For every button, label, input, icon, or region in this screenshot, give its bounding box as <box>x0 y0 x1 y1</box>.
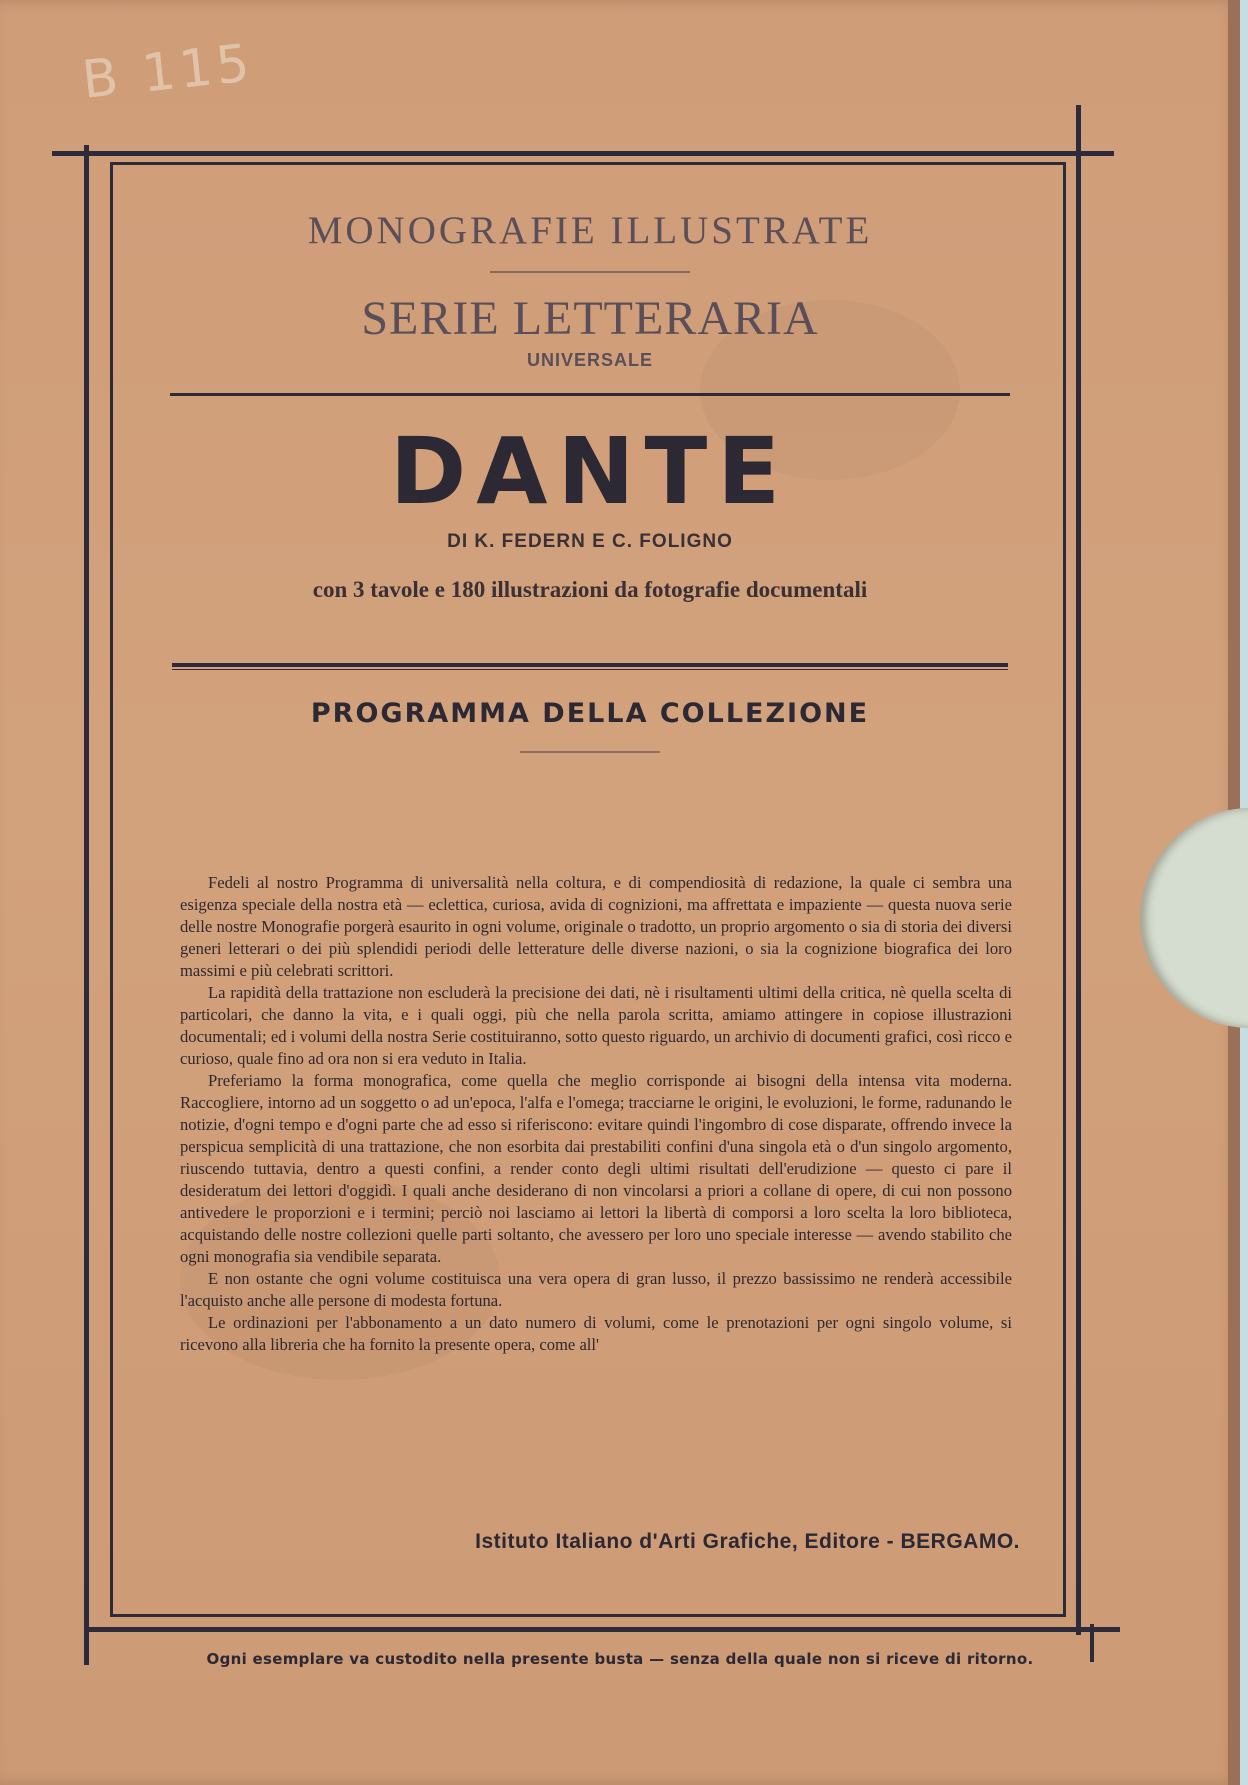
pencil-shelf-mark: B 115 <box>79 33 257 111</box>
footer-note: Ogni esemplare va custodito nella presente busta — senza della quale non si riceve di ritorno. <box>206 1650 1034 1668</box>
series-subtitle: SERIE LETTERARIA <box>361 292 819 345</box>
divider <box>520 751 660 753</box>
program-paragraph: Fedeli al nostro Programma di universalità nella coltura, e di compendiosità di redazione, la quale ci sembra una esigenza speciale della nostra età — eclettica, curiosa, avida di cognizioni, ma affrettata e impaziente — questa nuova serie delle nostre Monografie porgerà esaurito in ogni volume, originale o tradotto, un proprio argomento o sia di storia dei diversi generi letterari o dei più splendidi periodi delle letterature delle diverse nazioni, o sia la cognizione biografica dei loro massimi e più celebrati scrittori. <box>180 873 1012 980</box>
illustrations-note: con 3 tavole e 180 illustrazioni da fotografie documentali <box>312 577 868 602</box>
program-text <box>180 872 1012 1356</box>
book-authors: DI K. FEDERN E C. FOLIGNO <box>447 531 733 552</box>
cover-header <box>150 190 1030 753</box>
program-paragraph: Le ordinazioni per l'abbonamento a un dato numero di volumi, come le prenotazioni per ogni singolo volume, si ricevono alla libreria che ha fornito la presente opera, come all' <box>180 1313 1012 1354</box>
border-rule-left <box>84 145 89 1665</box>
border-rule-top <box>52 151 1114 156</box>
program-paragraph: E non ostante che ogni volume costituisca una vera opera di gran lusso, il prezzo bassissimo ne renderà accessibile l'acquisto anche alle persone di modesta fortuna. <box>180 1269 1012 1310</box>
book-title: DANTE <box>389 418 791 525</box>
border-rule-bottom <box>84 1627 1120 1632</box>
divider <box>170 393 1010 396</box>
publisher-line: Istituto Italiano d'Arti Grafiche, Editore - BERGAMO. <box>475 1530 1020 1553</box>
program-paragraph: La rapidità della trattazione non escluderà la precisione dei dati, nè i risultamenti ultimi della critica, nè quella scelta di particolari, che danno la vita, e i quali oggi, più che nella parola scritta, amiamo attingere in copiose illustrazioni documentali; ed i volumi della nostra Serie costituiranno, sotto questo riguardo, un archivio di documenti grafici, così ricco e curioso, quale fino ad ora non si era veduto in Italia. <box>180 983 1012 1068</box>
divider <box>490 271 690 273</box>
border-rule-right <box>1076 105 1081 1635</box>
divider <box>172 663 1008 670</box>
series-title: MONOGRAFIE ILLUSTRATE <box>307 209 873 252</box>
series-qualifier: UNIVERSALE <box>526 350 653 370</box>
program-heading: PROGRAMMA DELLA COLLEZIONE <box>310 698 870 729</box>
program-paragraph: Preferiamo la forma monografica, come quella che meglio corrisponde ai bisogni della intensa vita moderna. Raccogliere, intorno ad un soggetto o ad un'epoca, l'alfa e l'omega; tracciarne le origini, le evoluzioni, le forme, radunando le notizie, d'ogni tempo e d'ogni parte che ad esso si riferiscono: evitare quindi l'ingombro di cose disparate, offrendo invece la perspicua semplicità di una trattazione, che non esorbita dai prestabiliti confini d'una singola età o d'un singolo argomento, riuscendo tuttavia, dentro a questi confini, a render conto degli ultimi risultati dell'erudizione — questo ci pare il desideratum dei lettori d'oggidì. I quali anche desiderano di non vincolarsi a priori a collane di opere, di cui non possono antivedere le proporzioni e i termini; perciò noi lasciamo ai lettori la libertà di comporsi a loro scelta la loro biblioteca, acquistando delle nostre collezioni quelle parti soltanto, che avessero per loro uno speciale interesse — avendo stabilito che ogni monografia sia vendibile separata. <box>180 1071 1012 1266</box>
